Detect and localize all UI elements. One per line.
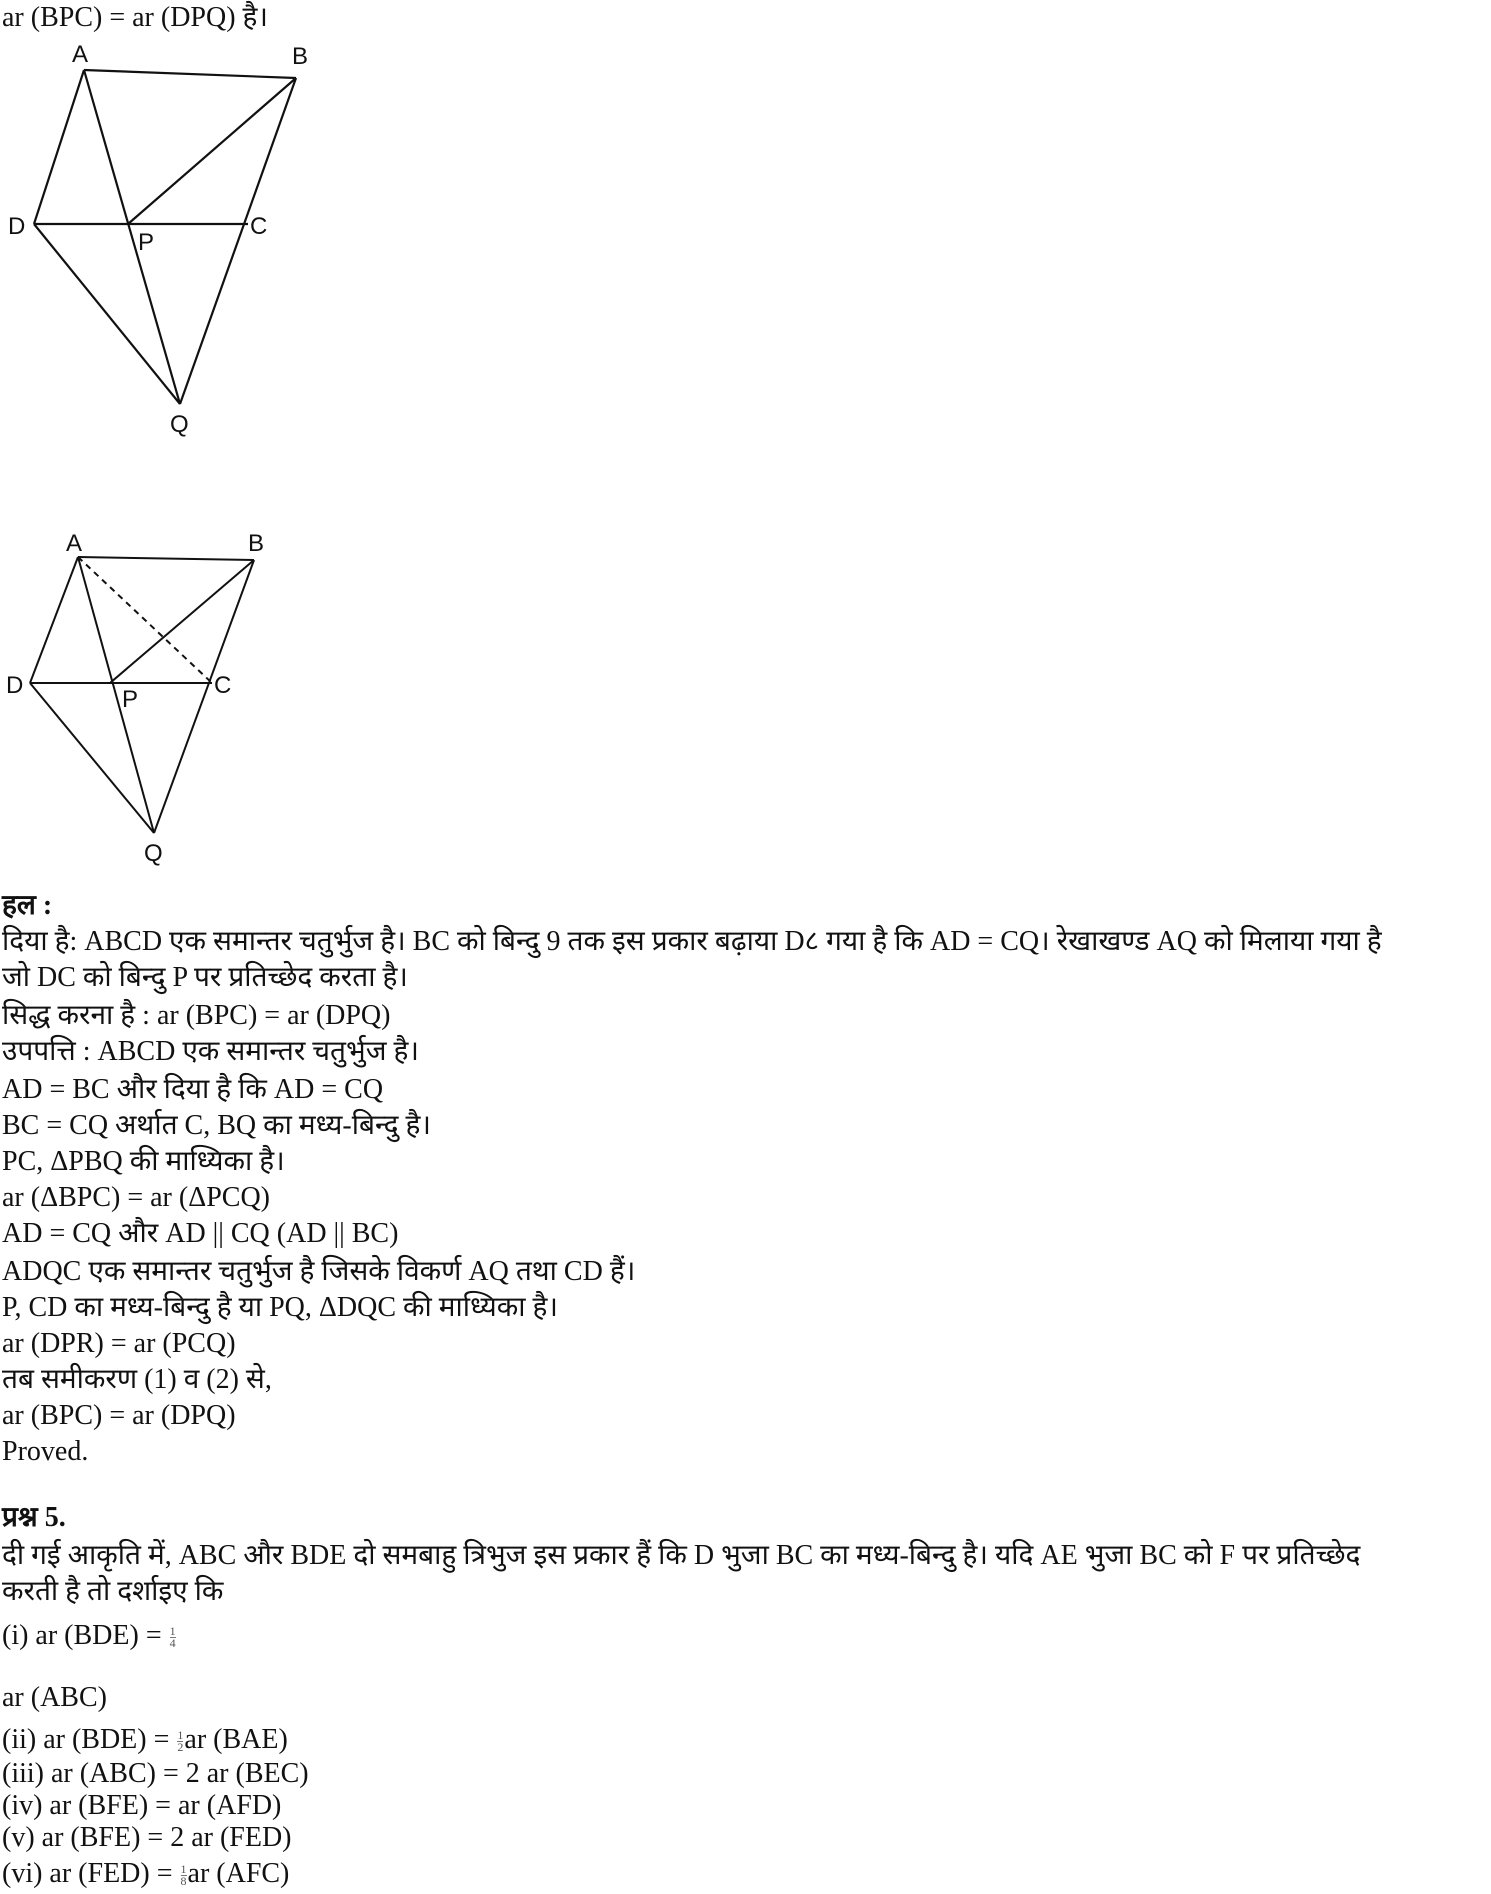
label-b: B [292, 43, 309, 70]
question-item [2, 1722, 288, 1758]
figure-parallelogram-1 [0, 40, 320, 450]
label-p: P [122, 686, 139, 713]
item-suffix: ar (AFC) [187, 1858, 290, 1889]
solution-line: तब समीकरण (1) व (2) से, [2, 1364, 272, 1395]
solution-line: सिद्ध करना है : ar (BPC) = ar (DPQ) [2, 1000, 391, 1031]
segment-bq [154, 560, 254, 833]
fraction [170, 1626, 176, 1649]
fraction [181, 1864, 187, 1887]
item-prefix: (i) ar (BDE) = [2, 1620, 169, 1651]
segment-ab [78, 557, 254, 560]
fraction-numerator: 1 [169, 1624, 176, 1639]
fraction-denominator: 2 [177, 1740, 184, 1755]
question-item [2, 1856, 289, 1892]
segment-ac-dashed [78, 557, 212, 683]
solution-line: ar (ΔBPC) = ar (ΔPCQ) [2, 1182, 270, 1213]
fraction [177, 1730, 183, 1753]
label-d: D [8, 213, 26, 240]
label-c: C [214, 672, 232, 699]
question-item: (v) ar (BFE) = 2 ar (FED) [2, 1822, 292, 1853]
solution-line: P, CD का मध्य-बिन्दु है या PQ, ΔDQC की माध्यिका है। [2, 1292, 559, 1323]
solution-line: Proved. [2, 1436, 89, 1467]
question-item: (iii) ar (ABC) = 2 ar (BEC) [2, 1758, 309, 1789]
segment-dq [34, 224, 180, 404]
solution-line: जो DC को बिन्दु P पर प्रतिच्छेद करता है। [2, 962, 408, 993]
segment-aq [84, 70, 180, 404]
solution-line: PC, ΔPBQ की माध्यिका है। [2, 1146, 285, 1177]
question-item: ar (ABC) [2, 1682, 107, 1713]
label-q: Q [170, 411, 189, 438]
label-q: Q [144, 840, 163, 867]
solution-line: AD = BC और दिया है कि AD = CQ [2, 1074, 384, 1105]
question-heading: प्रश्न 5. [2, 1502, 66, 1533]
solution-line: AD = CQ और AD || CQ (AD || BC) [2, 1218, 399, 1249]
item-prefix: (vi) ar (FED) = [2, 1858, 180, 1889]
solution-line: ar (BPC) = ar (DPQ) [2, 1400, 236, 1431]
solution-line: ar (DPR) = ar (PCQ) [2, 1328, 236, 1359]
label-a: A [72, 41, 89, 68]
figure-parallelogram-2 [0, 525, 300, 870]
label-d: D [6, 672, 24, 699]
segment-aq [78, 557, 154, 833]
solution-line: ADQC एक समान्तर चतुर्भुज है जिसके विकर्ण AQ तथा CD हैं। [2, 1256, 636, 1287]
label-p: P [138, 229, 155, 256]
question-item: (iv) ar (BFE) = ar (AFD) [2, 1790, 282, 1821]
fraction-numerator: 1 [180, 1862, 187, 1877]
segment-ad [34, 70, 84, 224]
segment-ad [30, 557, 78, 683]
question-item [2, 1618, 177, 1654]
label-b: B [248, 530, 265, 557]
label-a: A [66, 530, 83, 557]
item-prefix: (ii) ar (BDE) = [2, 1724, 177, 1755]
fraction-denominator: 4 [169, 1636, 176, 1651]
solution-line: दिया है: ABCD एक समान्तर चतुर्भुज है। BC को बिन्दु 9 तक इस प्रकार बढ़ाया D८ गया है कि AD = CQ। रेखाखण्ड AQ को मिलाया गया है [2, 926, 1382, 957]
fraction-denominator: 8 [180, 1874, 187, 1889]
solution-line: BC = CQ अर्थात C, BQ का मध्य-बिन्दु है। [2, 1110, 431, 1141]
segment-bq [180, 78, 296, 404]
question-text: दी गई आकृति में, ABC और BDE दो समबाहु त्रिभुज इस प्रकार हैं कि D भुजा BC का मध्य-बिन्दु है। यदि AE भुजा BC को F पर प्रतिच्छेद [2, 1540, 1361, 1571]
segment-ab [84, 70, 296, 78]
solution-line: उपपत्ति : ABCD एक समान्तर चतुर्भुज है। [2, 1036, 419, 1067]
intro-line: ar (BPC) = ar (DPQ) है। [2, 2, 269, 33]
fraction-numerator: 1 [177, 1728, 184, 1743]
solution-heading: हल : [2, 890, 53, 921]
question-text: करती है तो दर्शाइए कि [2, 1576, 224, 1607]
label-c: C [250, 213, 268, 240]
item-suffix: ar (BAE) [184, 1724, 288, 1755]
